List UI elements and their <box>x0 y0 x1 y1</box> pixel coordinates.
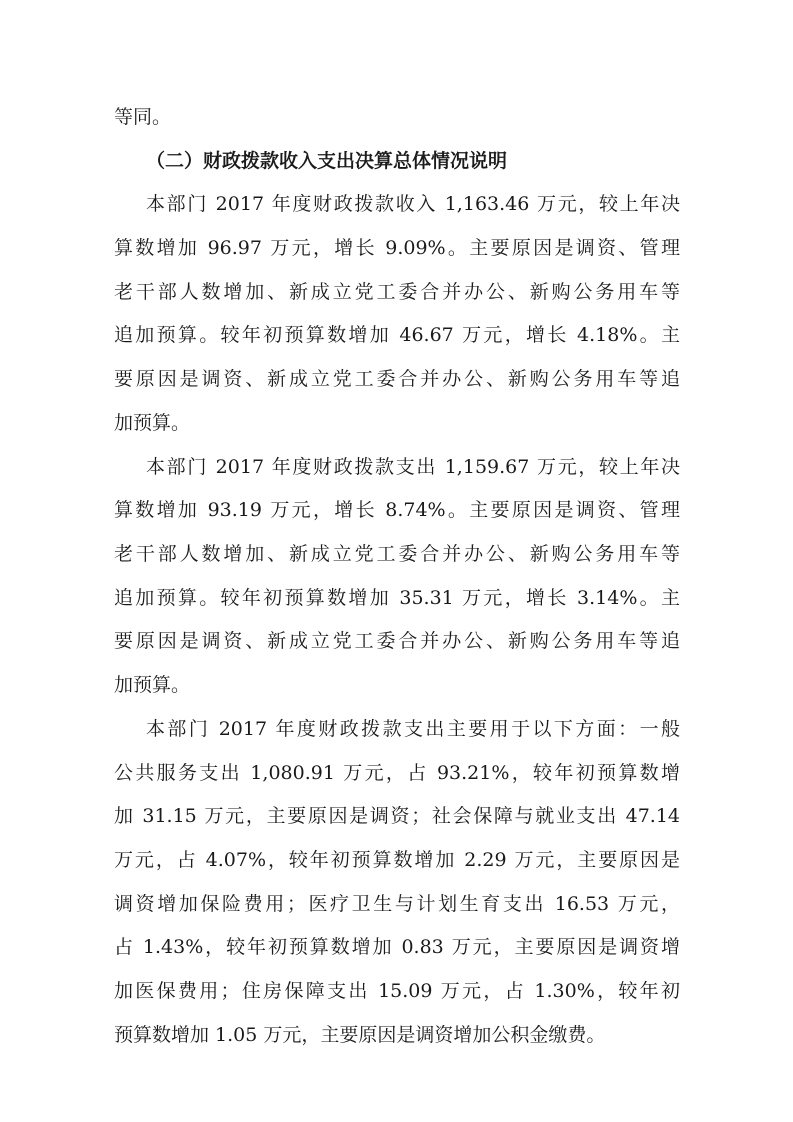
text-line: 老干部人数增加、新成立党工委合并办公、新购公务用车等 <box>114 543 680 565</box>
text-line: 老干部人数增加、新成立党工委合并办公、新购公务用车等 <box>114 281 680 303</box>
text-line: 本部门 2017 年度财政拨款支出 1,159.67 万元，较上年决 <box>146 456 680 478</box>
text-line: 追加预算。较年初预算数增加 35.31 万元，增长 3.14%。主 <box>114 587 680 609</box>
text-line: 要原因是调资、新成立党工委合并办公、新购公务用车等追 <box>114 630 680 652</box>
text-line: 算数增加 93.19 万元，增长 8.74%。主要原因是调资、管理 <box>114 499 680 521</box>
text-line: 加预算。 <box>114 674 191 696</box>
text-line: 算数增加 96.97 万元，增长 9.09%。主要原因是调资、管理 <box>114 237 680 259</box>
text-line: 追加预算。较年初预算数增加 46.67 万元，增长 4.18%。主 <box>114 324 680 346</box>
text-line: 要原因是调资、新成立党工委合并办公、新购公务用车等追 <box>114 368 680 390</box>
text-line: 加 31.15 万元，主要原因是调资；社会保障与就业支出 47.14 <box>114 805 680 827</box>
section-heading: （二）财政拨款收入支出决算总体情况说明 <box>146 150 508 172</box>
text-line: 等同。 <box>114 106 172 128</box>
text-line: 加预算。 <box>114 412 191 434</box>
text-line: 本部门 2017 年度财政拨款收入 1,163.46 万元，较上年决 <box>146 193 680 215</box>
text-line: 占 1.43%，较年初预算数增加 0.83 万元，主要原因是调资增 <box>114 936 680 958</box>
text-line: 预算数增加 1.05 万元，主要原因是调资增加公积金缴费。 <box>114 1024 606 1046</box>
text-line: 本部门 2017 年度财政拨款支出主要用于以下方面：一般 <box>146 718 680 740</box>
text-line: 公共服务支出 1,080.91 万元，占 93.21%，较年初预算数增 <box>114 762 680 784</box>
text-line: 万元，占 4.07%，较年初预算数增加 2.29 万元，主要原因是 <box>114 849 680 871</box>
text-line: 调资增加保险费用；医疗卫生与计划生育支出 16.53 万元， <box>114 893 680 915</box>
text-line: 加医保费用；住房保障支出 15.09 万元，占 1.30%，较年初 <box>114 980 680 1002</box>
